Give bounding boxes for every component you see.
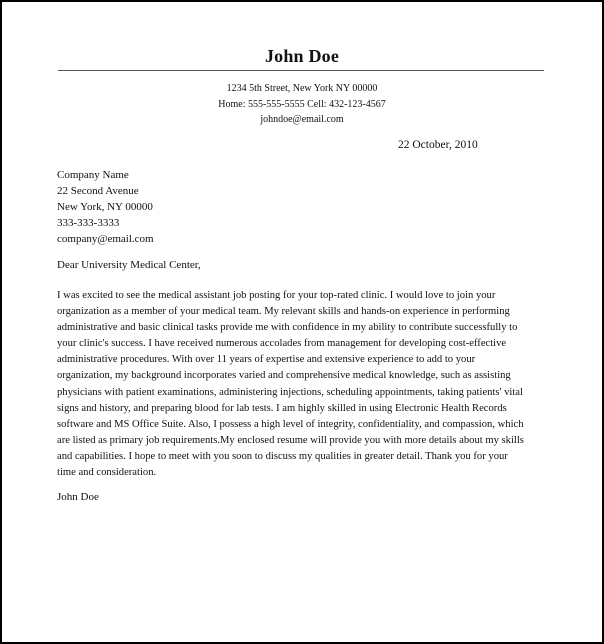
body-line: signs and history, and preparing blood for lab tests. I am highly skilled in using Electronic Health Records <box>57 402 507 414</box>
body-line: organization, my background incorporates varied and comprehensive medical knowledge, such as assisting <box>57 370 511 382</box>
body-line: and capabilities. I hope to meet with you soon to discuss my qualities in greater detail. Thank you for your <box>57 450 508 462</box>
salutation: Dear University Medical Center, <box>57 259 201 271</box>
body-line: software and MS Office Suite. Also, I possess a high level of integrity, confidentiality, and compassion, which <box>57 418 524 430</box>
letter-body <box>57 288 545 481</box>
body-line: organization as a member of your medical team. My relevant skills and hands-on experience in performing <box>57 306 510 318</box>
recipient-street: 22 Second Avenue <box>57 185 139 197</box>
header-divider <box>58 70 544 71</box>
sender-email: johndoe@email.com <box>260 114 344 125</box>
recipient-block <box>57 167 154 247</box>
body-line: your clinic's success. I have received numerous accolades from management for developing cost-effective <box>57 338 507 350</box>
body-line: time and consideration. <box>57 467 157 479</box>
body-line: administrative procedures. With over 11 years of expertise and extensive experience to add to your <box>57 354 476 366</box>
recipient-email: company@email.com <box>57 233 154 245</box>
recipient-phone: 333-333-3333 <box>57 217 120 229</box>
sender-contact-block <box>2 81 602 128</box>
letter-date: 22 October, 2010 <box>398 139 478 151</box>
body-line: administrative and basic clinical tasks provide me with confidence in my ability to contribute successfully to <box>57 322 518 334</box>
sender-phones: Home: 555-555-5555 Cell: 432-123-4567 <box>218 98 386 110</box>
body-line: are listed as primary job requirements.My enclosed resume will provide you with more details about my skills <box>57 434 524 446</box>
recipient-company: Company Name <box>57 169 129 181</box>
recipient-city: New York, NY 00000 <box>57 201 153 213</box>
sender-name: John Doe <box>264 46 340 66</box>
sender-address: 1234 5th Street, New York NY 00000 <box>226 83 378 94</box>
body-line: I was excited to see the medical assistant job posting for your top-rated clinic. I would love to join your <box>57 290 496 301</box>
signature-name: John Doe <box>57 491 99 503</box>
body-line: physicians with patient examinations, administering injections, scheduling appointments, taking patients' vital <box>57 386 523 398</box>
